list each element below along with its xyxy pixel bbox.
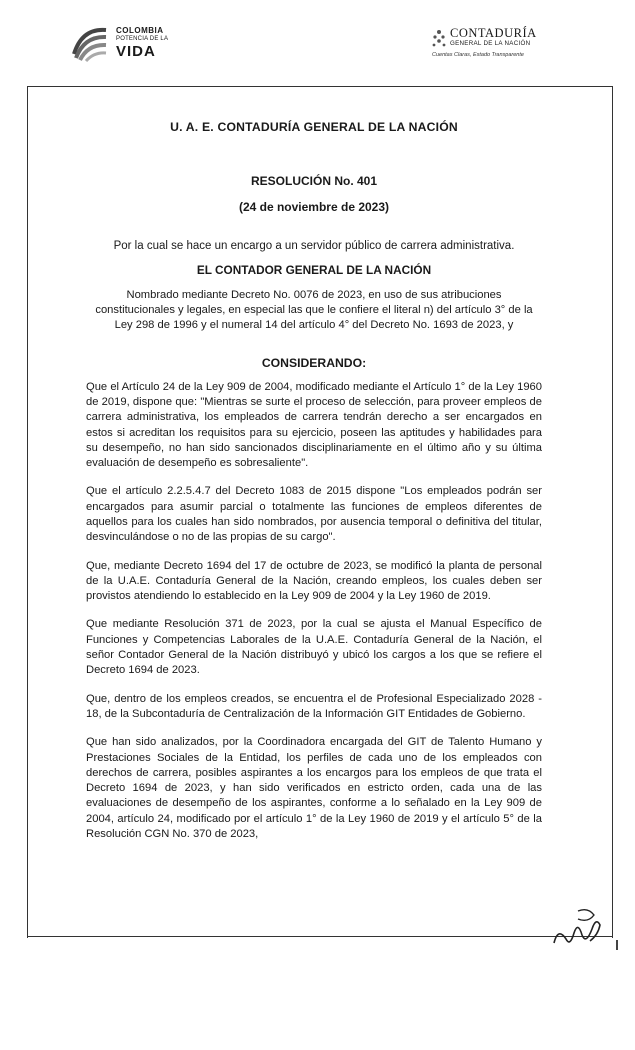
contaduria-logo-title: CONTADURÍA [450,26,537,40]
logo-line-1: COLOMBIA [116,26,164,35]
edge-mark [616,940,624,950]
entity-heading: U. A. E. CONTADURÍA GENERAL DE LA NACIÓN [170,120,458,134]
contaduria-logo [430,26,580,66]
logo-line-2: POTENCIA DE LA [116,36,169,42]
contaduria-logo-subtitle: GENERAL DE LA NACIÓN [450,40,531,47]
document-body [86,114,542,854]
handwritten-initials [548,905,608,955]
paragraph: Que el artículo 2.2.5.4.7 del Decreto 1083 de 2015 dispone "Los empleados podrán ser encargados para asumir parcial o totalmente las funciones de empleos diferentes de aquellos para los cuales han sido nombrados, por ausencia temporal o definitiva del titular, desvinculándose o no de las propias de su cargo". [86,485,542,544]
contaduria-logo-slogan: Cuentas Claras, Estado Transparente [432,52,524,58]
paragraph: Que, dentro de los empleos creados, se encuentra el de Profesional Especializado 2028 - 18, de la Subcontaduría de Centralización de la Información GIT Entidades de Gobierno. [86,692,542,720]
paragraph: Que, mediante Decreto 1694 del 17 de octubre de 2023, se modificó la planta de personal de la U.A.E. Contaduría General de la Nación, creando empleos, los cuales deben ser provistos atendiendo lo establecido en la Ley 909 de 2004 y la Ley 1960 de 2019. [86,559,542,603]
paragraph: Que el Artículo 24 de la Ley 909 de 2004, modificado mediante el Artículo 1° de la Ley 1960 de 2019, dispone que: "Mientras se surte el proceso de selección, para proveer empleos de carrera administrativa, los empleados de carrera tendrán derecho a ser encargados en estos si acreditan los requisitos para su ejercicio, poseen las aptitudes y habilidades para su desempeño, no han sido sancionados disciplinariamente en el último año y su última evaluación de desempeño es sobresaliente". [86,380,542,470]
paragraph: Que mediante Resolución 371 de 2023, por la cual se ajusta el Manual Específico de Funciones y Competencias Laborales de la U.A.E. Contaduría General de la Nación, el señor Contador General de la Nación distribuyó y ubicó los cargos a los que se refiere el Decreto 1694 de 2023. [86,618,542,677]
resolution-number: RESOLUCIÓN No. 401 [250,174,378,188]
colombia-stripes-icon [72,24,110,62]
resolution-purpose: Por la cual se hace un encargo a un servidor público de carrera administrativa. [113,240,515,252]
issuer-heading: EL CONTADOR GENERAL DE LA NACIÓN [196,263,432,277]
considering-heading: CONSIDERANDO: [261,355,367,370]
resolution-date: (24 de noviembre de 2023) [238,200,390,214]
colombia-logo [72,24,182,64]
intro-paragraph: Nombrado mediante Decreto No. 0076 de 2023, en uso de sus atribuciones constitucionales y legales, en especial las que le confiere el literal n) del artículo 3° de la Ley 298 de 1996 y el numeral 14 del artículo 4° del Decreto No. 1693 de 2023, y [95,289,533,332]
paragraph: Que han sido analizados, por la Coordinadora encargada del GIT de Talento Humano y Prestaciones Sociales de la Entidad, los perfiles de cada uno de los empleados con derechos de carrera, posibles aspirantes a los encargos para los empleos de que trata el Decreto 1694 de 2023, y han sido verificados en estricto orden, cada una de las evaluaciones de desempeño de los aspirantes, conforme a lo señalado en la Ley 909 de 2004, artículo 24, modificado por el artículo 1° de la Ley 1960 de 2019 y el artículo 5° de la Resolución CGN No. 370 de 2023, [86,736,542,841]
logo-line-3: VIDA [116,43,156,60]
contaduria-emblem-icon [430,28,448,50]
